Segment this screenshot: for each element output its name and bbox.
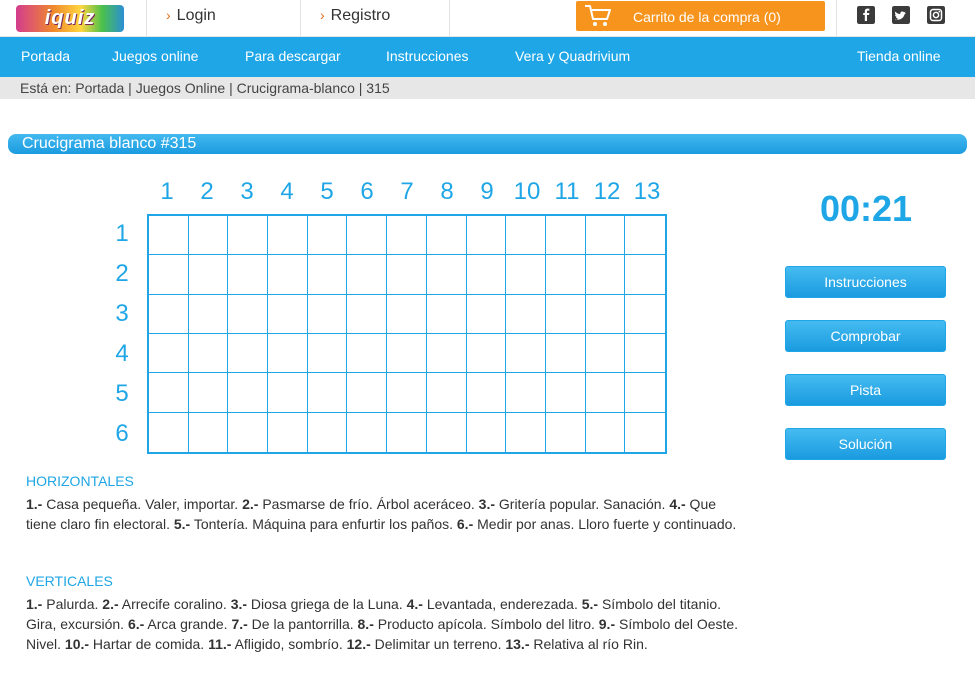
top-separator [836, 0, 837, 36]
top-separator [449, 0, 450, 36]
clue-number: 13.- [505, 636, 530, 652]
clue-number: 1.- [26, 596, 43, 612]
cart-label: Carrito de la compra (0) [633, 9, 781, 25]
grid-cell[interactable] [546, 255, 586, 294]
clue-text: Diosa griega de la Luna. [247, 596, 407, 612]
clue-text: Hartar de comida. [89, 636, 209, 652]
grid-cell[interactable] [268, 334, 308, 373]
column-number: 6 [360, 178, 374, 205]
grid-cell[interactable] [625, 255, 665, 294]
vertical-clues-title: VERTICALES [26, 573, 113, 589]
clue-text: Delimitar un terreno. [370, 636, 506, 652]
grid-cell[interactable] [506, 255, 546, 294]
grid-cell[interactable] [149, 255, 189, 294]
nav-item-instrucciones[interactable]: Instrucciones [386, 48, 469, 64]
grid-cell[interactable] [625, 295, 665, 334]
grid-cell[interactable] [228, 413, 268, 452]
twitter-icon[interactable] [892, 6, 910, 24]
grid-cell[interactable] [228, 255, 268, 294]
row-number: 1 [115, 220, 129, 247]
vertical-clues [26, 594, 750, 654]
clue-text: Medir por anas. Lloro fuerte y continuado. [473, 516, 737, 532]
clue-text: Arrecife coralino. [118, 596, 231, 612]
grid-cell[interactable] [586, 255, 626, 294]
grid-cell[interactable] [228, 216, 268, 255]
grid-cell[interactable] [189, 334, 229, 373]
row-number: 4 [115, 340, 129, 367]
grid-cell[interactable] [506, 334, 546, 373]
grid-cell[interactable] [467, 413, 507, 452]
grid-cell[interactable] [427, 413, 467, 452]
grid-cell[interactable] [427, 373, 467, 412]
grid-cell[interactable] [506, 373, 546, 412]
grid-cell[interactable] [546, 334, 586, 373]
grid-cell[interactable] [546, 373, 586, 412]
site-logo[interactable]: iquiz [16, 5, 124, 32]
grid-cell[interactable] [149, 334, 189, 373]
clue-number: 6.- [127, 616, 145, 632]
clue-text: Símbolo del Oeste. Nivel. [26, 616, 739, 652]
clue-number: 3.- [230, 596, 248, 612]
cart-icon [584, 4, 612, 28]
clue-text: Símbolo del titanio. Gira, excursión. [26, 596, 722, 632]
grid-cell[interactable] [546, 413, 586, 452]
row-number: 3 [115, 300, 129, 327]
grid-cell[interactable] [427, 216, 467, 255]
grid-cell[interactable] [308, 255, 348, 294]
instructions-button[interactable]: Instrucciones [785, 266, 946, 298]
cart-button[interactable] [576, 1, 825, 31]
grid-cell[interactable] [308, 373, 348, 412]
clue-number: 5.- [173, 516, 191, 532]
grid-cell[interactable] [427, 295, 467, 334]
grid-cell[interactable] [268, 295, 308, 334]
grid-cell[interactable] [467, 373, 507, 412]
column-number: 13 [633, 178, 661, 205]
grid-cell[interactable] [586, 413, 626, 452]
grid-cell[interactable] [427, 334, 467, 373]
grid-cell[interactable] [506, 216, 546, 255]
grid-cell[interactable] [387, 373, 427, 412]
horizontal-clues-title: HORIZONTALES [26, 473, 134, 489]
grid-cell[interactable] [189, 216, 229, 255]
nav-item-portada[interactable]: Portada [21, 48, 71, 64]
grid-cell[interactable] [347, 295, 387, 334]
grid-cell[interactable] [586, 334, 626, 373]
grid-cell[interactable] [189, 413, 229, 452]
clue-number: 11.- [208, 636, 232, 652]
grid-cell[interactable] [347, 216, 387, 255]
top-bar [0, 0, 975, 37]
clue-number: 2.- [102, 596, 119, 612]
clue-number: 5.- [581, 596, 599, 612]
grid-cell[interactable] [268, 373, 308, 412]
column-number: 11 [554, 178, 580, 205]
nav-item-juegos-online[interactable]: Juegos online [112, 48, 199, 64]
column-number: 7 [400, 178, 414, 205]
grid-cell[interactable] [586, 216, 626, 255]
clue-number: 4.- [669, 496, 686, 512]
grid-cell[interactable] [546, 216, 586, 255]
grid-cell[interactable] [387, 216, 427, 255]
grid-cell[interactable] [308, 334, 348, 373]
register-label: Registro [330, 7, 391, 24]
column-number: 8 [440, 178, 454, 205]
clue-text: Levantada, enderezada. [422, 596, 582, 612]
clue-text: Pasmarse de frío. Árbol aceráceo. [258, 496, 479, 512]
grid-cell[interactable] [347, 334, 387, 373]
grid-cell[interactable] [625, 373, 665, 412]
grid-cell[interactable] [625, 334, 665, 373]
solution-button[interactable]: Solución [785, 428, 946, 460]
grid-cell[interactable] [467, 255, 507, 294]
clue-number: 10.- [64, 636, 90, 652]
column-number: 2 [200, 178, 214, 205]
register-link[interactable] [320, 7, 390, 25]
grid-cell[interactable] [625, 216, 665, 255]
grid-cell[interactable] [625, 413, 665, 452]
clue-number: 8.- [357, 616, 374, 632]
grid-cell[interactable] [347, 255, 387, 294]
grid-cell[interactable] [427, 255, 467, 294]
grid-cell[interactable] [149, 373, 189, 412]
column-number: 4 [280, 178, 294, 205]
instagram-icon[interactable] [927, 6, 945, 24]
facebook-icon[interactable] [857, 6, 875, 24]
column-number: 1 [160, 178, 174, 205]
row-number: 5 [115, 380, 129, 407]
grid-cell[interactable] [586, 373, 626, 412]
grid-cell[interactable] [189, 295, 229, 334]
grid-cell[interactable] [308, 413, 348, 452]
clue-number: 1.- [26, 496, 43, 512]
clue-text: Gritería popular. Sanación. [495, 496, 670, 512]
grid-cell[interactable] [228, 373, 268, 412]
clue-number: 4.- [406, 596, 423, 612]
grid-cell[interactable] [387, 334, 427, 373]
grid-cell[interactable] [387, 413, 427, 452]
row-number: 2 [115, 260, 129, 287]
grid-cell[interactable] [308, 216, 348, 255]
column-number: 3 [240, 178, 254, 205]
grid-cell[interactable] [149, 216, 189, 255]
grid-cell[interactable] [586, 295, 626, 334]
clue-text: Relativa al río Rin. [529, 636, 648, 652]
chevron-right-icon: › [320, 7, 325, 23]
top-separator [300, 0, 301, 36]
clue-number: 3.- [478, 496, 495, 512]
check-button[interactable]: Comprobar [785, 320, 946, 352]
grid-cell[interactable] [347, 373, 387, 412]
top-separator [146, 0, 147, 36]
row-number: 6 [115, 420, 129, 447]
clue-text: Arca grande. [144, 616, 232, 632]
grid-cell[interactable] [308, 295, 348, 334]
grid-cell[interactable] [228, 334, 268, 373]
nav-item-para-descargar[interactable]: Para descargar [245, 48, 341, 64]
login-label: Login [176, 7, 216, 24]
grid-cell[interactable] [467, 295, 507, 334]
clue-text: Tontería. Máquina para enfurtir los paños. [190, 516, 457, 532]
grid-cell[interactable] [387, 255, 427, 294]
clue-text: Afligido, sombrío. [231, 636, 347, 652]
column-number: 9 [480, 178, 494, 205]
column-number: 5 [320, 178, 334, 205]
grid-cell[interactable] [546, 295, 586, 334]
grid-cell[interactable] [467, 216, 507, 255]
clue-text: Palurda. [42, 596, 103, 612]
clue-number: 2.- [242, 496, 259, 512]
grid-cell[interactable] [467, 334, 507, 373]
login-link[interactable] [166, 7, 216, 25]
grid-cell[interactable] [387, 295, 427, 334]
grid-cell[interactable] [347, 413, 387, 452]
crossword-grid [147, 214, 667, 454]
nav-item-vera-quadrivium[interactable]: Vera y Quadrivium [515, 48, 631, 64]
grid-cell[interactable] [506, 413, 546, 452]
clue-text: De la pantorrilla. [247, 616, 358, 632]
nav-item-tienda-online[interactable]: Tienda online [857, 48, 941, 64]
clue-number: 12.- [346, 636, 371, 652]
main-nav [0, 37, 975, 77]
grid-cell[interactable] [268, 216, 308, 255]
breadcrumb: Está en: Portada | Juegos Online | Crucigrama-blanco | 315 [0, 77, 975, 99]
clue-number: 7.- [231, 616, 248, 632]
clue-number: 6.- [456, 516, 474, 532]
grid-cell[interactable] [268, 255, 308, 294]
grid-cell[interactable] [189, 373, 229, 412]
clue-text: Casa pequeña. Valer, importar. [42, 496, 243, 512]
column-number: 12 [593, 178, 621, 205]
grid-cell[interactable] [228, 295, 268, 334]
hint-button[interactable]: Pista [785, 374, 946, 406]
horizontal-clues [26, 494, 750, 534]
column-number: 10 [513, 178, 541, 205]
grid-cell[interactable] [268, 413, 308, 452]
clue-number: 9.- [598, 616, 616, 632]
page-title: Crucigrama blanco #315 [8, 134, 967, 154]
timer: 00:21 [819, 188, 913, 229]
grid-cell[interactable] [149, 295, 189, 334]
clue-text: Producto apícola. Símbolo del litro. [373, 616, 599, 632]
grid-cell[interactable] [189, 255, 229, 294]
grid-cell[interactable] [149, 413, 189, 452]
grid-cell[interactable] [506, 295, 546, 334]
clue-text: Que tiene claro fin electoral. [26, 496, 717, 532]
chevron-right-icon: › [166, 7, 171, 23]
